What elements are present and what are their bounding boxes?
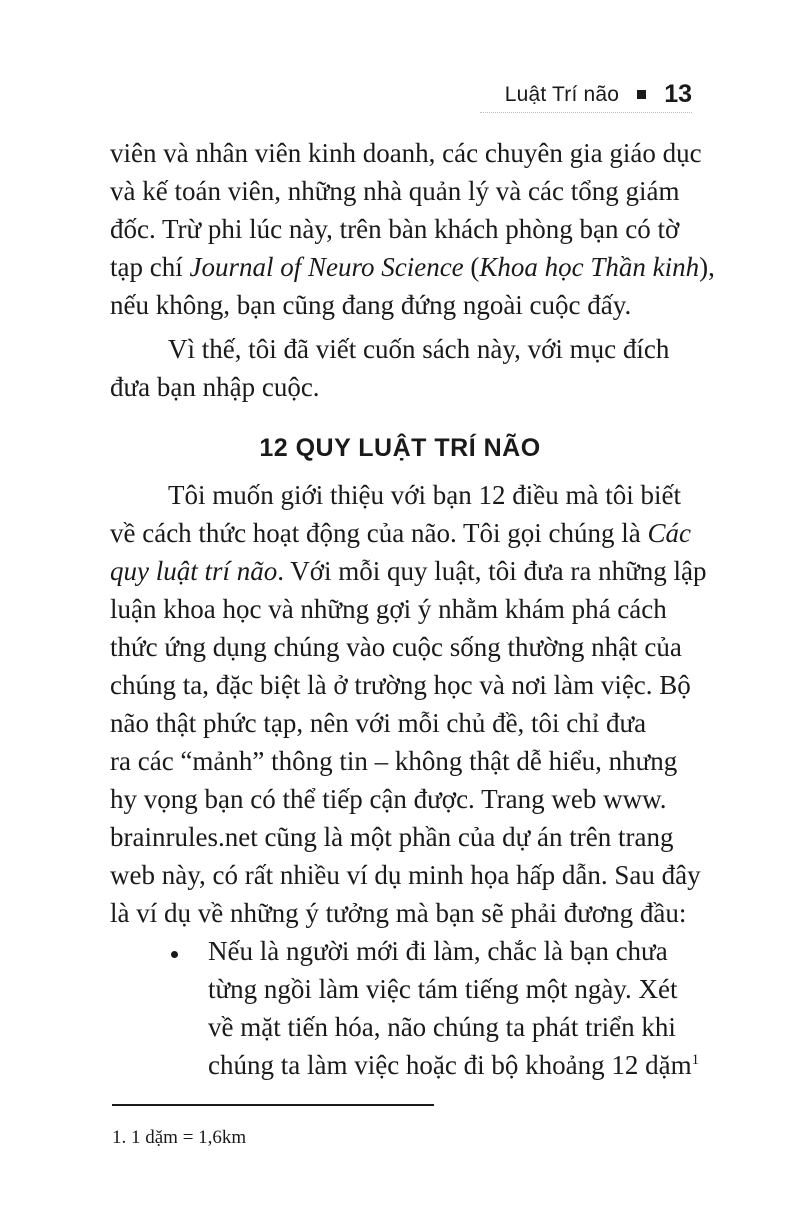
text-line: chúng ta, đặc biệt là ở trường học và nơi làm việc. Bộ <box>110 670 691 700</box>
bullet-line: chúng ta làm việc hoặc đi bộ khoảng 12 dặm$^1$ <box>208 1050 700 1080</box>
text-line: về cách thức hoạt động của não. Tôi gọi chúng là Các <box>110 518 691 548</box>
bullet-line: về mặt tiến hóa, não chúng ta phát triển khi <box>208 1012 676 1042</box>
text-line: viên và nhân viên kinh doanh, các chuyên gia giáo dục <box>110 138 702 168</box>
text-line: đưa bạn nhập cuộc. <box>110 372 320 402</box>
section-heading: 12 QUY LUẬT TRÍ NÃO <box>259 434 541 462</box>
text-line: tạp chí Journal of Neuro Science (Khoa học Thần kinh), <box>110 252 715 282</box>
text-line: Tôi muốn giới thiệu với bạn 12 điều mà tôi biết <box>168 480 681 510</box>
footnote: 1. 1 dặm = 1,6km <box>112 1127 247 1148</box>
text-line: brainrules.net cũng là một phần của dự án trên trang <box>110 822 674 852</box>
text-line: web này, có rất nhiều ví dụ minh họa hấp dẫn. Sau đây <box>110 860 701 890</box>
bullet-line: Nếu là người mới đi làm, chắc là bạn chưa <box>208 936 668 966</box>
text-line: Vì thế, tôi đã viết cuốn sách này, với mục đích <box>168 334 670 364</box>
text-line: thức ứng dụng chúng vào cuộc sống thường nhật của <box>110 632 682 662</box>
bullet-line: từng ngồi làm việc tám tiếng một ngày. Xét <box>208 974 678 1004</box>
running-header <box>505 80 692 109</box>
text-line: hy vọng bạn có thể tiếp cận được. Trang web www. <box>110 784 667 814</box>
footnote-rule <box>112 1104 434 1106</box>
text-line: là ví dụ về những ý tưởng mà bạn sẽ phải đương đầu: <box>110 898 687 928</box>
text-line: ra các “mảnh” thông tin – không thật dễ hiểu, nhưng <box>110 746 678 776</box>
text-line: và kế toán viên, những nhà quản lý và các tổng giám <box>110 176 680 206</box>
header-dotted-rule <box>480 112 692 113</box>
italic-term: quy luật trí não <box>110 556 278 586</box>
journal-title: Journal of Neuro Science <box>189 252 464 282</box>
journal-translation: Khoa học Thần kinh <box>479 252 700 282</box>
square-bullet-icon <box>637 90 646 99</box>
text-line: luận khoa học và những gợi ý nhằm khám phá cách <box>110 594 667 624</box>
italic-term: Các <box>647 518 691 548</box>
text-line: đốc. Trừ phi lúc này, trên bàn khách phòng bạn có tờ <box>110 214 680 244</box>
chapter-title: Luật Trí não <box>504 82 620 106</box>
bullet-dot-icon <box>171 951 178 958</box>
text-line: quy luật trí não. Với mỗi quy luật, tôi đưa ra những lập <box>110 556 707 586</box>
footnote-marker: 1 <box>691 1052 700 1068</box>
page-number: 13 <box>664 80 692 108</box>
text-line: não thật phức tạp, nên với mỗi chủ đề, tôi chỉ đưa <box>110 708 647 738</box>
text-line: nếu không, bạn cũng đang đứng ngoài cuộc đấy. <box>110 290 632 320</box>
